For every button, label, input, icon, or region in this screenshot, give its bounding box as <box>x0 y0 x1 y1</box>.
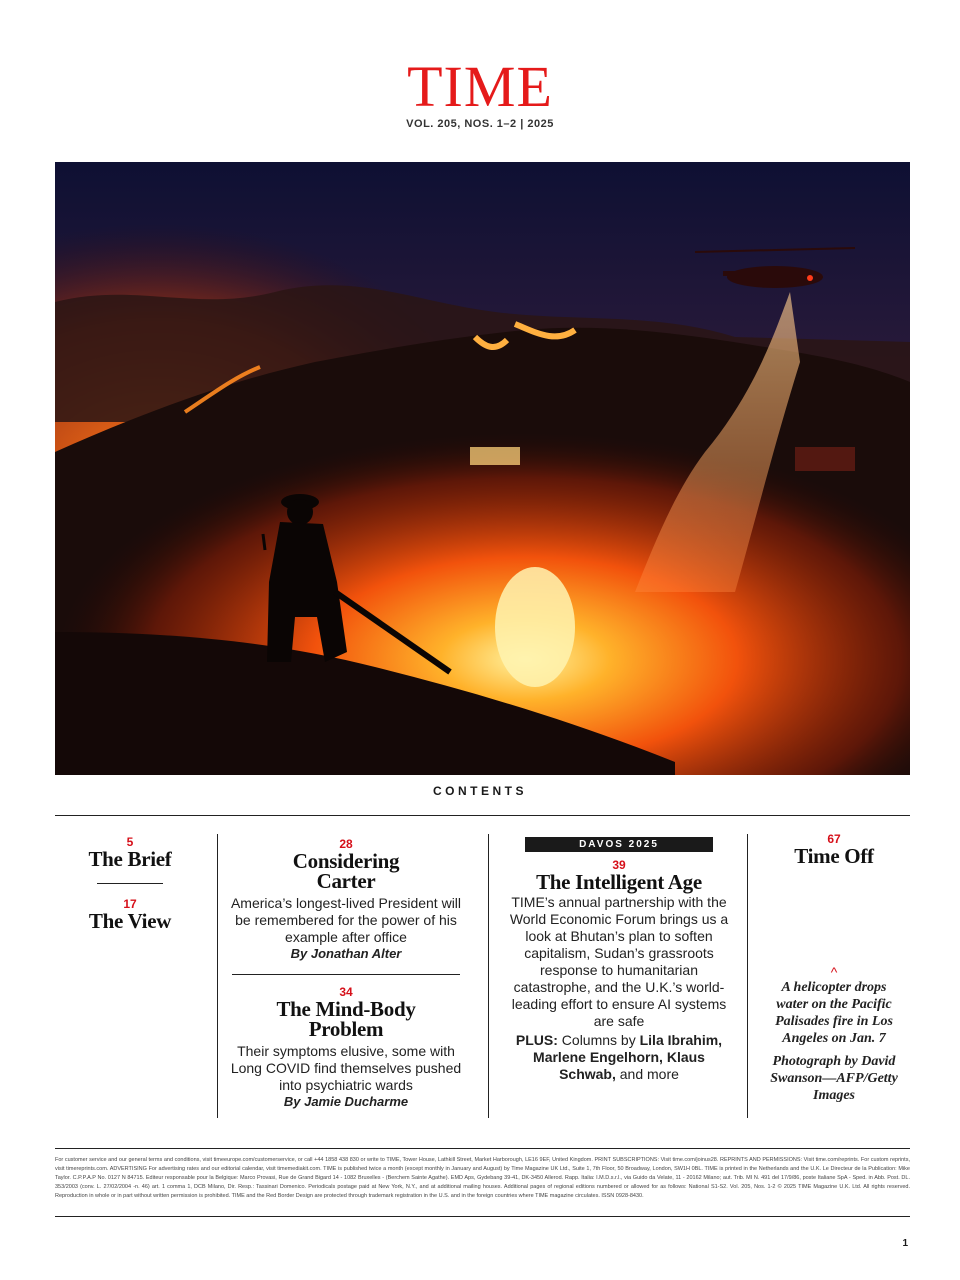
fine-print: For customer service and our general terms and conditions, visit timeeurope.com/customerservice, or call +44 1858 438 830 or write to TIME, Tower House, Lathkill Street, Market Harborough, LE16 9EF, United Kingdom. PRINT SUBSCRIPTIONS: Visit time.com/joinus28. REPRINTS AND PERMISSIONS: Visit time.com/reprints. For custom reprints, visit timereprints.com. ADVERTISING For advertising rates and our editorial calendar, visit timemediakit.com. TIME is published twice a month (except monthly in January and August) by Time Magazine UK Ltd., Suite 1, 7th Floor, 50 Broadway, London, SW1H 0BL. TIME is printed in the Netherlands and the U.K. Le Directeur de la Publication: Mike Taylor. C.P.P.A.P No. 0127 N 84715. Editeur responsable pour la Belgique: Marco Provasi, Rue de Grand Bigard 14 - 1082 Bruxelles - (Berchem Sainte Agathe). EMD Aps, Gydebang 39-41, DK-3450 Allerod. Rapp. Italia: I.M.D.s.r.l., via Guido da Velate, 11 - 20162 Milano; aut. Trib. MI N. 491 del 17/9/86, poste Italiane SpA - Sped. in Abb. Post. DL. 353/2003 (conv. L. 27/02/2004 -n. 46) art. 1 comma 1, DCB Milano, Dir. Resp.: Tassinari Domenico. Periodicals postage paid at New York, N.Y., and at additional mailing houses. Additional pages of regional editions numbered or allowed for as follows: National S1-S2. Vol. 205, Nos. 1-2 © 2025 TIME Magazine U.K. Ltd. All rights reserved. Reproduction in whole or in part without written permission is prohibited. TIME and the Red Border Design are protected through trademark registration in the U.S. and in the foreign countries where TIME magazine circulates. ISSN 0928-8430. <box>55 1157 910 1199</box>
brief-title[interactable]: The Brief <box>88 847 172 871</box>
masthead <box>0 54 960 130</box>
view-title[interactable]: The View <box>88 909 172 933</box>
brief-divider <box>97 883 163 884</box>
mindbody-page-number: 34 <box>339 985 353 999</box>
timeoff-column <box>758 832 910 866</box>
carter-dek: America’s longest-lived President will be remembered for the power of his example after office <box>230 895 462 945</box>
plus-pre: Columns by <box>557 1032 640 1048</box>
caret-up-icon: ^ <box>830 964 838 980</box>
davos-column <box>505 835 733 1083</box>
features-column <box>228 837 464 1110</box>
timeoff-page-number: 67 <box>827 832 841 846</box>
wildfire-photo-illustration <box>55 162 910 775</box>
davos-tag: DAVOS 2025 <box>525 837 713 852</box>
sections-column <box>55 835 205 931</box>
column-divider <box>217 834 218 1118</box>
mindbody-byline: By Jamie Ducharme <box>283 1094 409 1109</box>
plus-post: and more <box>615 1066 679 1082</box>
fine-print-top-rule <box>55 1148 910 1149</box>
contents-label: CONTENTS <box>433 784 527 798</box>
fine-print-bottom-rule <box>55 1216 910 1217</box>
davos-dek: TIME’s annual partnership with the World Economic Forum brings us a look at Bhutan’s plan to soften capitalism, Sudan’s grassroots response to humanitarian catastrophe, and the U.K.’s world-leading effort to ensure AI systems are safe <box>509 894 729 1029</box>
view-page-number: 17 <box>123 897 137 911</box>
carter-page-number: 28 <box>339 837 353 851</box>
contents-top-rule <box>55 815 910 816</box>
cover-photo <box>55 162 910 775</box>
carter-title[interactable]: Considering Carter <box>292 849 400 893</box>
davos-page-number: 39 <box>612 858 626 872</box>
plus-label: PLUS: <box>515 1032 558 1048</box>
carter-byline: By Jonathan Alter <box>290 946 402 961</box>
plus-names: Lila Ibrahim, Marlene Engelhorn, Klaus Schwab, <box>533 1032 723 1082</box>
column-divider <box>747 834 748 1118</box>
page-number: 1 <box>902 1238 908 1249</box>
brief-page-number: 5 <box>126 835 134 849</box>
issue-line: VOL. 205, NOS. 1–2 | 2025 <box>406 118 554 130</box>
davos-title[interactable]: The Intelligent Age <box>536 870 702 894</box>
timeoff-title[interactable]: Time Off <box>794 844 874 868</box>
column-divider <box>488 834 489 1118</box>
time-logo: TIME <box>407 54 553 119</box>
mindbody-dek: Their symptoms elusive, some with Long COVID find themselves pushed into psychiatric wards <box>230 1043 462 1093</box>
caption-credit: Photograph by David Swanson—AFP/Getty Images <box>770 1054 898 1103</box>
davos-plus <box>505 1032 733 1083</box>
mindbody-title[interactable]: The Mind-Body Problem <box>276 997 416 1041</box>
photo-caption <box>764 965 904 1104</box>
features-divider <box>232 974 460 975</box>
caption-text: A helicopter drops water on the Pacific Palisades fire in Los Angeles on Jan. 7 <box>775 980 893 1046</box>
